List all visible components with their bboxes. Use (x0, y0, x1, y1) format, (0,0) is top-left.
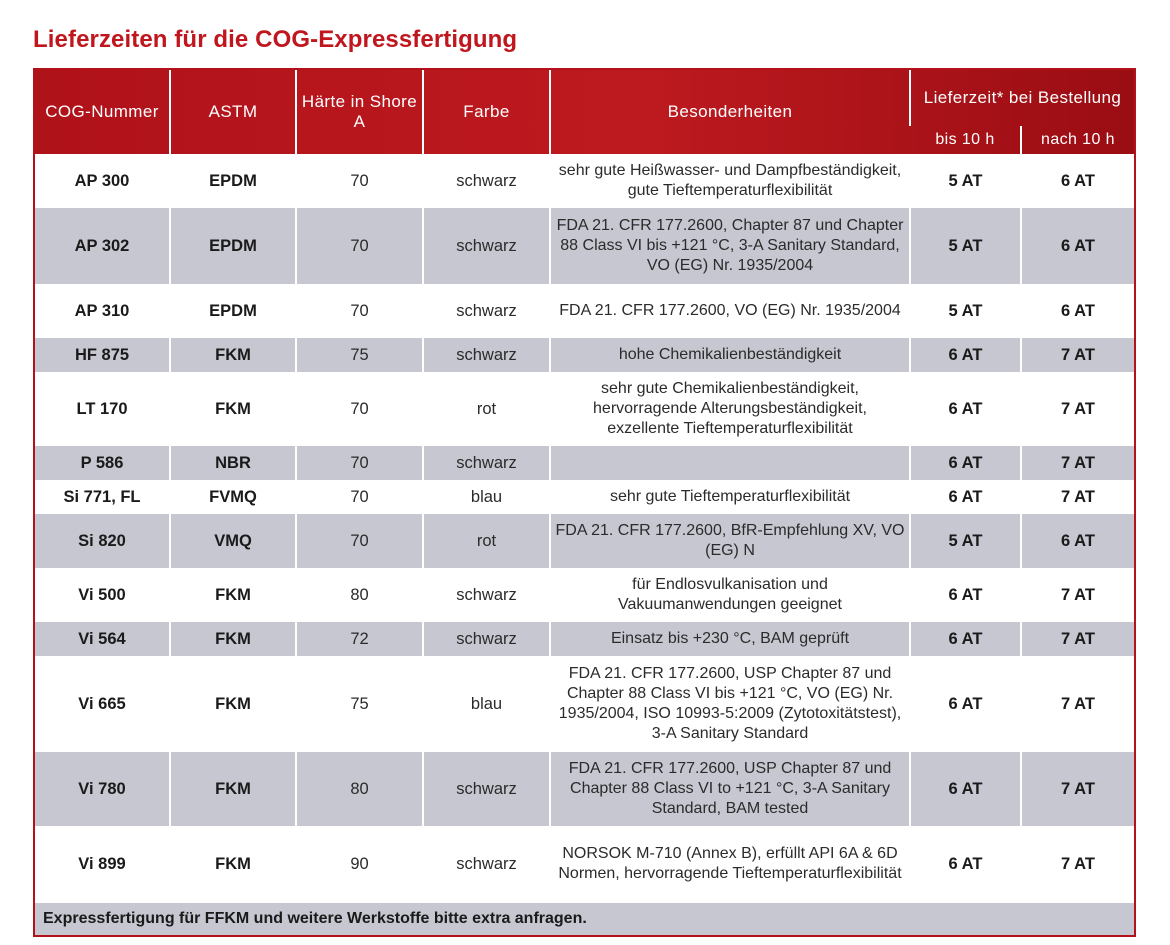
cell-after-10h: 6 AT (1021, 154, 1134, 208)
cell-cog-number: Vi 899 (78, 855, 126, 873)
cell-until-10h: 6 AT (910, 622, 1021, 656)
cell-features: sehr gute Chemikalienbeständigkeit, hervorragende Alterungsbeständigkeit, exzellente Tieftemperaturflexibilität (550, 372, 910, 446)
cell-astm: FKM (170, 752, 296, 826)
header-features: Besonderheiten (550, 70, 910, 154)
cell-hardness: 70 (296, 446, 423, 480)
header-after-10h: nach 10 h (1021, 126, 1134, 154)
header-color: Farbe (423, 70, 550, 154)
cell-color: schwarz (423, 154, 550, 208)
cell-color: blau (423, 656, 550, 752)
cell-until-10h: 6 AT (910, 656, 1021, 752)
header-cog-number: COG-Nummer (45, 102, 159, 121)
cell-after-10h: 7 AT (1021, 568, 1134, 622)
header-hardness: Härte in Shore A (296, 70, 423, 154)
cell-after-10h: 7 AT (1021, 446, 1134, 480)
cell-features: FDA 21. CFR 177.2600, USP Chapter 87 und Chapter 88 Class VI to +121 °C, 3-A Sanitary Standard, BAM tested (550, 752, 910, 826)
delivery-table-frame (33, 68, 1136, 937)
cell-after-10h: 7 AT (1021, 480, 1134, 514)
cell-features: FDA 21. CFR 177.2600, BfR-Empfehlung XV, VO (EG) N (550, 514, 910, 568)
cell-color: rot (423, 372, 550, 446)
cell-until-10h: 6 AT (910, 338, 1021, 372)
cell-hardness: 70 (296, 514, 423, 568)
cell-astm: NBR (170, 446, 296, 480)
cell-features: NORSOK M-710 (Annex B), erfüllt API 6A & 6D Normen, hervorragende Tieftemperaturflexibilität (550, 826, 910, 902)
cell-features: hohe Chemikalienbeständigkeit (550, 338, 910, 372)
cell-cog-number: Vi 665 (78, 695, 126, 713)
header-astm: ASTM (170, 70, 296, 154)
table-header (35, 70, 1134, 154)
cell-hardness: 75 (296, 338, 423, 372)
cell-astm: EPDM (170, 154, 296, 208)
footer-note: Expressfertigung für FFKM und weitere Werkstoffe bitte extra anfragen. (35, 901, 1134, 935)
cell-cog-number: HF 875 (74, 346, 130, 364)
table-row (35, 284, 1134, 338)
cell-cog-number: Si 771, FL (63, 488, 141, 506)
table-row (35, 514, 1134, 568)
cell-hardness: 80 (296, 752, 423, 826)
cell-until-10h: 5 AT (910, 154, 1021, 208)
cell-cog-number: Vi 780 (78, 780, 126, 798)
cell-astm: EPDM (170, 208, 296, 284)
cell-hardness: 70 (296, 284, 423, 338)
cell-features: für Endlosvulkanisation und Vakuumanwendungen geeignet (550, 568, 910, 622)
cell-color: schwarz (423, 622, 550, 656)
cell-after-10h: 6 AT (1021, 514, 1134, 568)
cell-until-10h: 6 AT (910, 372, 1021, 446)
table-row (35, 154, 1134, 208)
cell-after-10h: 6 AT (1021, 208, 1134, 284)
cell-astm: FKM (170, 338, 296, 372)
cell-hardness: 72 (296, 622, 423, 656)
cell-until-10h: 6 AT (910, 826, 1021, 902)
cell-features: FDA 21. CFR 177.2600, VO (EG) Nr. 1935/2004 (550, 284, 910, 338)
cell-hardness: 70 (296, 480, 423, 514)
cell-astm: FKM (170, 622, 296, 656)
delivery-table (35, 70, 1134, 902)
cell-astm: FVMQ (170, 480, 296, 514)
cell-hardness: 90 (296, 826, 423, 902)
table-row (35, 752, 1134, 826)
cell-color: rot (423, 514, 550, 568)
cell-after-10h: 7 AT (1021, 826, 1134, 902)
cell-hardness: 70 (296, 154, 423, 208)
cell-cog-number: AP 300 (74, 172, 130, 190)
cell-after-10h: 7 AT (1021, 622, 1134, 656)
cell-until-10h: 6 AT (910, 568, 1021, 622)
cell-color: schwarz (423, 284, 550, 338)
cell-cog-number: AP 310 (74, 302, 130, 320)
cell-hardness: 70 (296, 208, 423, 284)
cell-features: FDA 21. CFR 177.2600, Chapter 87 und Chapter 88 Class VI bis +121 °C, 3-A Sanitary Standard, VO (EG) Nr. 1935/2004 (550, 208, 910, 284)
table-row (35, 826, 1134, 902)
cell-until-10h: 6 AT (910, 752, 1021, 826)
cell-astm: EPDM (170, 284, 296, 338)
cell-hardness: 80 (296, 568, 423, 622)
cell-features (550, 446, 910, 480)
cell-after-10h: 6 AT (1021, 284, 1134, 338)
cell-after-10h: 7 AT (1021, 656, 1134, 752)
cell-color: schwarz (423, 568, 550, 622)
cell-cog-number: Si 820 (78, 532, 126, 550)
table-row (35, 372, 1134, 446)
cell-features: sehr gute Heißwasser- und Dampfbeständigkeit, gute Tieftemperaturflexibilität (550, 154, 910, 208)
cell-cog-number: LT 170 (76, 400, 128, 418)
cell-cog-number: Vi 500 (78, 586, 126, 604)
page-title: Lieferzeiten für die COG-Expressfertigung (33, 26, 518, 53)
cell-until-10h: 6 AT (910, 446, 1021, 480)
cell-color: schwarz (423, 446, 550, 480)
table-row (35, 338, 1134, 372)
table-row (35, 480, 1134, 514)
cell-color: schwarz (423, 752, 550, 826)
table-row (35, 446, 1134, 480)
cell-hardness: 70 (296, 372, 423, 446)
cell-cog-number: P 586 (80, 454, 124, 472)
table-row (35, 622, 1134, 656)
cell-astm: FKM (170, 372, 296, 446)
cell-until-10h: 5 AT (910, 208, 1021, 284)
cell-until-10h: 5 AT (910, 514, 1021, 568)
cell-astm: VMQ (170, 514, 296, 568)
table-row (35, 568, 1134, 622)
cell-astm: FKM (170, 826, 296, 902)
cell-astm: FKM (170, 568, 296, 622)
cell-features: Einsatz bis +230 °C, BAM geprüft (550, 622, 910, 656)
cell-cog-number: Vi 564 (78, 630, 126, 648)
cell-features: FDA 21. CFR 177.2600, USP Chapter 87 und Chapter 88 Class VI bis +121 °C, VO (EG) Nr. 1935/2004, ISO 10993-5:2009 (Zytotoxitätstest), 3-A Sanitary Standard (550, 656, 910, 752)
cell-color: schwarz (423, 338, 550, 372)
cell-after-10h: 7 AT (1021, 372, 1134, 446)
cell-color: schwarz (423, 208, 550, 284)
table-body (35, 154, 1134, 902)
header-until-10h: bis 10 h (935, 131, 995, 148)
cell-until-10h: 6 AT (910, 480, 1021, 514)
cell-features: sehr gute Tieftemperaturflexibilität (550, 480, 910, 514)
table-row (35, 208, 1134, 284)
cell-color: schwarz (423, 826, 550, 902)
header-delivery-time: Lieferzeit* bei Bestellung (910, 70, 1134, 126)
cell-hardness: 75 (296, 656, 423, 752)
cell-after-10h: 7 AT (1021, 338, 1134, 372)
cell-color: blau (423, 480, 550, 514)
cell-after-10h: 7 AT (1021, 752, 1134, 826)
cell-cog-number: AP 302 (74, 237, 130, 255)
cell-astm: FKM (170, 656, 296, 752)
table-row (35, 656, 1134, 752)
cell-until-10h: 5 AT (910, 284, 1021, 338)
